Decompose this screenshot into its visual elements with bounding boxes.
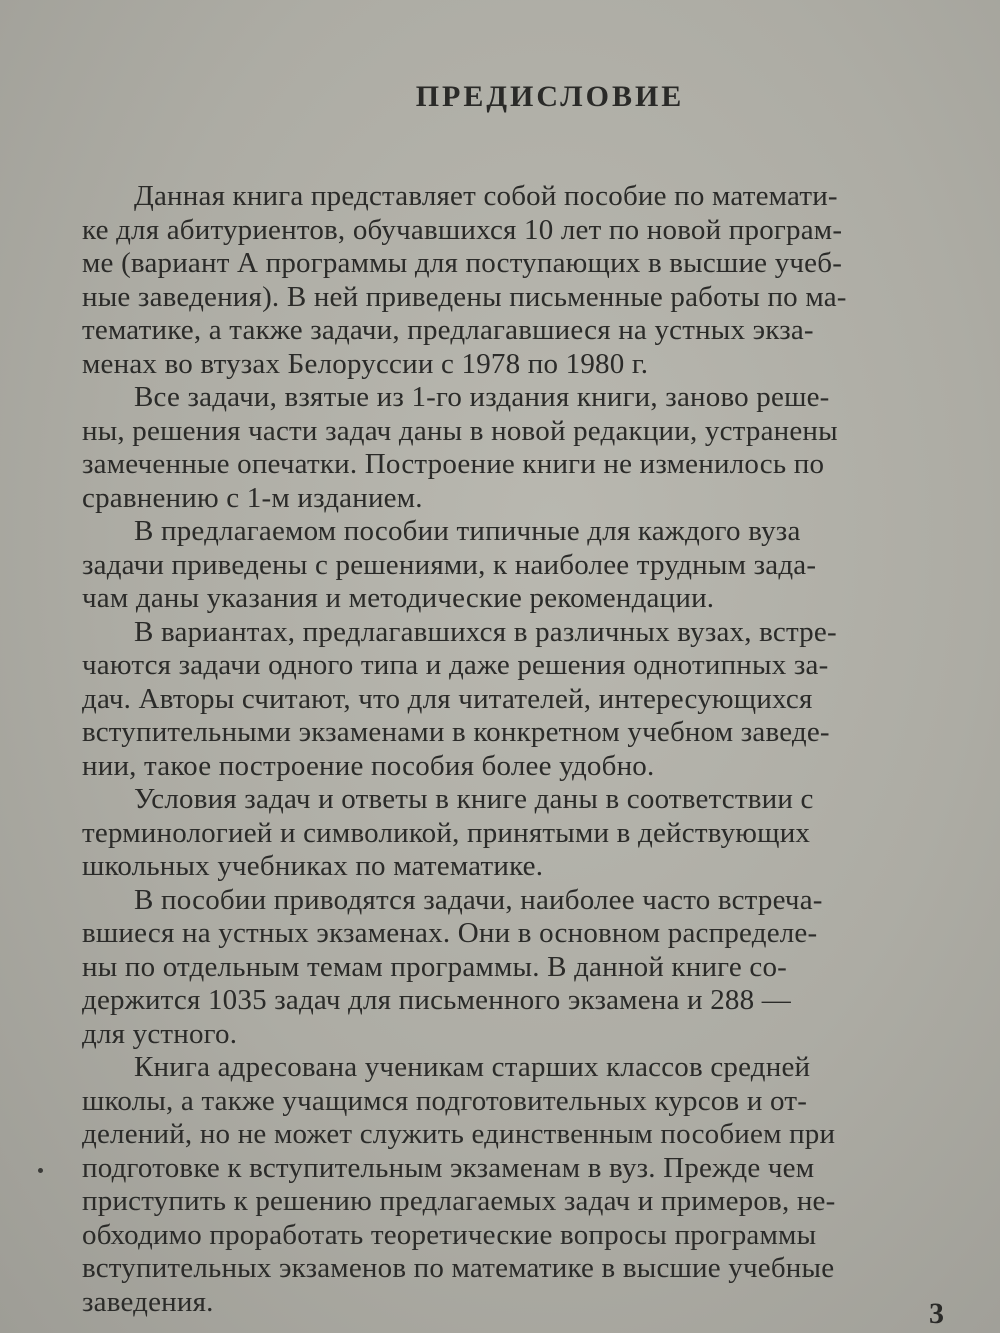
text-line: школы, а также учащимся подготовительных курсов и от- (82, 1084, 808, 1117)
page-title: ПРЕДИСЛОВИЕ (415, 80, 685, 113)
text-line: школьных учебниках по математике. (82, 850, 544, 882)
text-line: ме (вариант А программы для поступающих в высшие учеб- (82, 247, 843, 279)
text-line: ные заведения). В ней приведены письменные работы по ма- (82, 280, 847, 313)
text-line: В пособии приводятся задачи, наиболее часто встреча- (134, 883, 823, 916)
text-line: ке для абитуриентов, обучавшихся 10 лет по новой програм- (82, 213, 843, 246)
text-line: задачи приведены с решениями, к наиболее трудным зада- (82, 548, 817, 581)
paragraph-5 (82, 783, 982, 884)
text-line: чам даны указания и методические рекомендации. (82, 582, 715, 614)
text-line: заведения. (82, 1285, 214, 1318)
text-line: Все задачи, взятые из 1-го издания книги, заново реше- (134, 381, 830, 413)
text-line: подготовке к вступительным экзаменам в вуз. Прежде чем (82, 1151, 815, 1184)
text-line: В предлагаемом пособии типичные для каждого вуза (134, 515, 801, 547)
ink-speck (38, 1168, 43, 1173)
text-line: чаются задачи одного типа и даже решения однотипных за- (82, 649, 829, 681)
page-number: 3 (929, 1297, 944, 1330)
paragraph-1 (82, 180, 982, 381)
text-line: менах во втузах Белоруссии с 1978 по 1980 г. (82, 347, 649, 380)
text-line: Условия задач и ответы в книге даны в соответствии с (134, 783, 814, 815)
text-line: Данная книга представляет собой пособие по математи- (134, 180, 838, 212)
text-line: вшиеся на устных экзаменах. Они в основном распределе- (82, 917, 818, 949)
paragraph-2 (82, 381, 982, 515)
text-line: ны, решения части задач даны в новой редакции, устранены (82, 414, 838, 447)
text-line: ны по отдельным темам программы. В данной книге со- (82, 950, 788, 983)
paragraph-6 (82, 884, 982, 1052)
paragraph-3 (82, 515, 982, 616)
text-line: делений, но не может служить единственным пособием при (82, 1118, 836, 1150)
text-line: замеченные опечатки. Построение книги не изменилось по (82, 448, 825, 480)
text-line: вступительных экзаменов по математике в высшие учебные (82, 1252, 835, 1284)
text-line: держится 1035 задач для письменного экзамена и 288 — (82, 984, 791, 1016)
text-line: обходимо проработать теоретические вопросы программы (82, 1218, 817, 1251)
text-line: нии, такое построение пособия более удобно. (82, 749, 655, 782)
text-line: вступительными экзаменами в конкретном учебном заведе- (82, 716, 830, 748)
paragraph-7 (82, 1051, 982, 1319)
text-line: Книга адресована ученикам старших классов средней (134, 1051, 811, 1083)
text-line: В вариантах, предлагавшихся в различных вузах, встре- (134, 615, 837, 648)
paragraph-4 (82, 616, 982, 784)
preface-text (82, 180, 982, 1319)
text-line: терминологией и символикой, принятыми в действующих (82, 816, 811, 849)
text-line: тематике, а также задачи, предлагавшиеся на устных экза- (82, 314, 814, 346)
text-line: приступить к решению предлагаемых задач и примеров, не- (82, 1185, 836, 1217)
text-line: сравнению с 1-м изданием. (82, 481, 423, 514)
text-line: дач. Авторы считают, что для читателей, интересующихся (82, 682, 813, 715)
text-line: для устного. (82, 1017, 238, 1050)
